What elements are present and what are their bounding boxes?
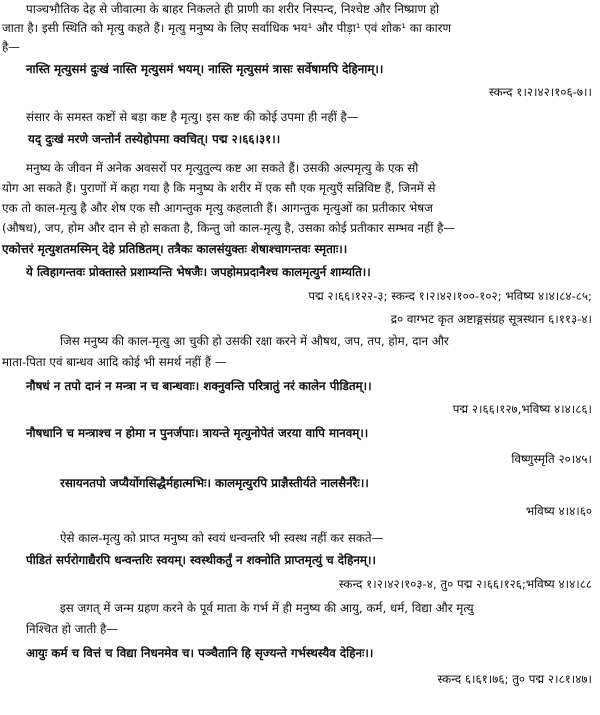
verse-agantavah: ये त्विहागन्तवः प्रोक्तास्ते प्रशाम्यन्ति भेषजैः। जपहोमप्रदानैश्च कालमृत्युर्न शाम्यति।। — [26, 265, 371, 279]
para-intro-line-1: पाञ्चभौतिक देह से जीवात्मा के बाहर निकलते ही प्राणी का शरीर निस्पन्द, निश्चेष्ट और निष्प्राण हो — [26, 2, 440, 16]
citation-skanda-3: स्कन्द ६।६१।७६; तु० पद्म २।८१।४७। — [437, 672, 592, 686]
para-garbha-line-2: निश्चित हो जाती है— — [26, 622, 119, 636]
para-kaalmrityu-line-1: जिस मनुष्य की काल-मृत्यु आ चुकी हो उसकी रक्षा करने में औषध, जप, तप, होम, दान और — [60, 334, 449, 348]
para-intro-line-3: है— — [2, 40, 21, 54]
para-jeevan-line-3: एक तो काल-मृत्यु है और शेष एक सौ आगन्तुक मृत्यु कहलाती हैं। आगन्तुक मृत्युओं का प्रतीकार भेषज — [2, 201, 433, 215]
para-kaalmrityu-line-2: माता-पिता एवं बान्धव आदि कोई भी समर्थ नहीं हैं — — [2, 355, 227, 369]
verse-naushadhani: नौषधानि च मन्त्राश्च न होमा न पुनर्जपाः। त्रायन्ते मृत्युनोपेतं जरया वापि मानवम्।। — [26, 426, 369, 440]
citation-vagbhata: द्र० वाग्भट कृत अष्टाङ्गसंग्रह सूत्रस्थान ६।११३-४। — [390, 312, 592, 326]
verse-skanda-1: नास्ति मृत्युसमं दुःखं नास्ति मृत्युसमं भयम्। नास्ति मृत्युसमं त्रासः सर्वेषामपि देहिनाम्।। — [26, 62, 384, 76]
verse-ayuh-karma: आयुः कर्म च वित्तं च विद्या निधनमेव च। पञ्चैतानि हि सृज्यन्ते गर्भस्थस्यैव देहिनः।। — [26, 646, 374, 660]
para-garbha-line-1: इस जगत् में जन्म ग्रहण करने के पूर्व माता के गर्भ में ही मनुष्य की आयु, कर्म, धर्म, विद्या और मृत्यु — [60, 601, 474, 615]
citation-vishnusmriti: विष्णुस्मृति २०।४५। — [511, 452, 592, 466]
verse-ekottaram: एकोत्तरं मृत्युशतमस्मिन् देहे प्रतिष्ठितम्। तत्रैकः कालसंयुक्तः शेषाश्चागन्तवः स्मृताः।। — [2, 242, 348, 256]
citation-bhavishya-1: भविष्य ४।४।६० — [525, 504, 592, 518]
verse-rasayana: रसायनतपो जप्यैर्योगसिद्धैर्महात्मभिः। कालमृत्युरपि प्राज्ञैस्तीर्यते नालसैर्नरैः।। — [60, 476, 369, 490]
citation-skanda-1: स्कन्द १।२।४२।१०६-७।। — [489, 85, 592, 99]
citation-padma-2: पद्म २।६६।१२२-३; स्कन्द १।२।४२।१००-१०२; भविष्य ४।४।८४-८५; — [308, 289, 592, 303]
para-jeevan-line-1: मनुष्य के जीवन में अनेक अवसरों पर मृत्युतुल्य कष्ट आ सकते हैं। उसकी अल्पमृत्यु के एक सौ — [26, 161, 419, 175]
para-samsara-line: संसार के समस्त कष्टों से बड़ा कष्ट है मृत्यु। इस कष्ट की कोई उपमा ही नहीं है— — [26, 110, 359, 124]
para-intro-line-2: जाता है। इसी स्थिति को मृत्यु कहते हैं। मृत्यु मनुष्य के लिए सर्वाधिक भय¹ और पीड़ा¹ एवं शोक¹ का कारण — [2, 21, 452, 35]
citation-padma-3: पद्म २।६६।१२७,भविष्य ४।४।८६। — [452, 402, 592, 416]
verse-piditam: पीडितं सर्परोगाद्यैरपि धन्वन्तरिः स्वयम्। स्वस्थीकर्तुं न शक्नोति प्राप्तमृत्युं च देहिनम्।। — [26, 553, 376, 567]
para-dhanvantari-line: ऐसे काल-मृत्यु को प्राप्त मनुष्य को स्वयं धन्वन्तरि भी स्वस्थ नहीं कर सकते— — [60, 531, 384, 545]
citation-skanda-2: स्कन्द १।२।४२।१०३-४, तु० पद्म २।६६।१२६;भविष्य ४।४।८८ — [338, 577, 592, 591]
verse-padma-1: यद् दुःखं मरणे जन्तोर्न तस्येहोपमा क्वचित्। पद्म २।६६।३१।। — [28, 132, 281, 146]
para-jeevan-line-4: (औषध), जप, होम और दान से हो सकता है, किन्तु जो काल-मृत्यु है, उसका कोई प्रतीकार सम्भव नहीं है— — [2, 221, 456, 235]
para-jeevan-line-2: योग आ सकते हैं। पुराणों में कहा गया है कि मनुष्य के शरीर में एक सौ एक मृत्युएँ सन्निविष्ट हैं, जिनमें से — [2, 181, 436, 195]
verse-naushadham: नौषधं न तपो दानं न मन्त्रा न च बान्धवाः। शक्नुवन्ति परित्रातुं नरं कालेन पीडितम्।। — [26, 379, 372, 393]
